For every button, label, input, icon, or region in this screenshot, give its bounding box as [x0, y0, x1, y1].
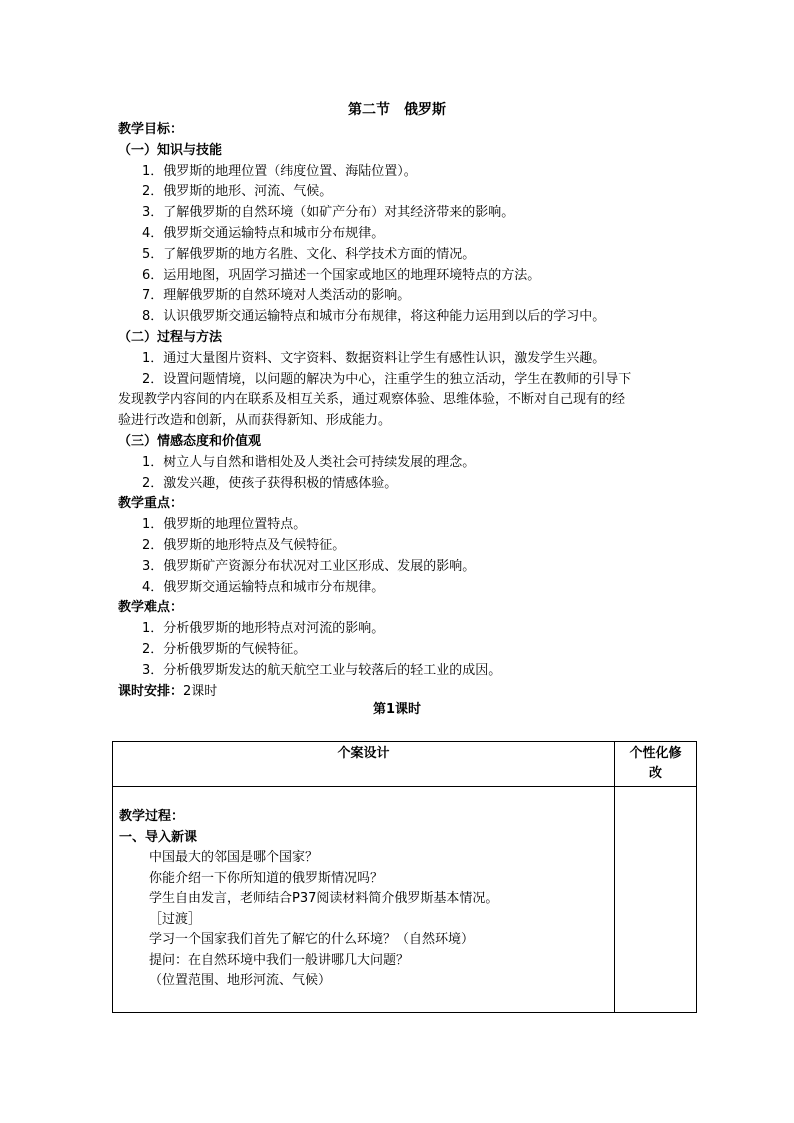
- difficulty-item: 3．分析俄罗斯发达的航天航空工业与较落后的轻工业的成因。: [142, 662, 502, 678]
- difficulty-item: 1．分析俄罗斯的地形特点对河流的影响。: [142, 621, 385, 637]
- header-side-line: 改: [648, 766, 662, 781]
- content-line: 学生自由发言，老师结合P37阅读材料简介俄罗斯基本情况。: [149, 891, 499, 906]
- header-side-line: 个性化修: [629, 746, 682, 761]
- lesson-plan-body: [118, 120, 678, 702]
- lesson-title: 第1课时: [372, 702, 422, 717]
- content-line: ［过渡］: [149, 911, 202, 927]
- content-line: 提问：在自然环境中我们一般讲哪几大问题？: [149, 952, 410, 968]
- knowledge-item: 1．俄罗斯的地理位置（纬度位置、海陆位置）。: [142, 163, 417, 179]
- schedule-value: 2课时: [183, 683, 218, 699]
- process-item: 1．通过大量图片资料、文字资料、数据资料让学生有感性认识，激发学生兴趣。: [142, 350, 606, 366]
- header-case-design: 个案设计: [113, 742, 615, 787]
- page-title: 第二节 俄罗斯: [348, 102, 446, 118]
- content-line: 你能介绍一下你所知道的俄罗斯情况吗？: [149, 870, 384, 886]
- knowledge-item: 4．俄罗斯交通运输特点和城市分布规律。: [142, 225, 385, 241]
- schedule-label: 课时安排：: [118, 683, 184, 699]
- difficulties-heading: 教学难点：: [118, 600, 184, 616]
- table-body-row: [113, 787, 697, 1013]
- key-point-item: 2．俄罗斯的地形特点及气候特征。: [142, 537, 346, 553]
- case-design-cell: [113, 787, 615, 1013]
- knowledge-item: 8．认识俄罗斯交通运输特点和城市分布规律，将这种能力运用到以后的学习中。: [142, 309, 606, 325]
- personalized-edit-cell: [615, 787, 697, 1013]
- process-item-continued: 验进行改造和创新，从而获得新知、形成能力。: [118, 413, 392, 429]
- content-line: （位置范围、地形河流、气候）: [149, 973, 332, 988]
- knowledge-item: 3．了解俄罗斯的自然环境（如矿产分布）对其经济带来的影响。: [142, 205, 515, 221]
- lesson-design-table: [112, 741, 697, 1013]
- difficulty-item: 2．分析俄罗斯的气候特征。: [142, 641, 307, 657]
- attitude-heading: （三）情感态度和价值观: [118, 433, 262, 449]
- content-line: 学习一个国家我们首先了解它的什么环境？（自然环境）: [149, 932, 475, 947]
- header-personalized-edit: [615, 742, 697, 787]
- objectives-heading: 教学目标：: [118, 122, 184, 137]
- knowledge-item: 7．理解俄罗斯的自然环境对人类活动的影响。: [142, 288, 411, 304]
- knowledge-item: 5．了解俄罗斯的地方名胜、文化、科学技术方面的情况。: [142, 246, 476, 262]
- process-heading: （二）过程与方法: [118, 329, 223, 345]
- key-point-item: 1．俄罗斯的地理位置特点。: [142, 517, 307, 533]
- key-point-item: 4．俄罗斯交通运输特点和城市分布规律。: [142, 579, 385, 595]
- knowledge-heading: （一）知识与技能: [118, 142, 223, 158]
- table-header-row: [113, 742, 697, 787]
- knowledge-item: 6．运用地图，巩固学习描述一个国家或地区的地理环境特点的方法。: [142, 267, 541, 283]
- process-item-continued: 发现教学内容间的内在联系及相互关系，通过观察体验、思维体验，不断对自己现有的经: [118, 392, 626, 408]
- attitude-item: 1．树立人与自然和谐相处及人类社会可持续发展的理念。: [142, 454, 476, 470]
- process-item: 2．设置问题情境，以问题的解决为中心，注重学生的独立活动，学生在教师的引导下: [142, 371, 632, 387]
- section-title: 一、导入新课: [119, 829, 198, 845]
- attitude-item: 2．激发兴趣，使孩子获得积极的情感体验。: [142, 475, 398, 491]
- key-points-heading: 教学重点：: [118, 496, 184, 512]
- process-title: 教学过程：: [119, 809, 185, 824]
- content-line: 中国最大的邻国是哪个国家？: [149, 850, 319, 865]
- knowledge-item: 2．俄罗斯的地形、河流、气候。: [142, 184, 333, 200]
- key-point-item: 3．俄罗斯矿产资源分布状况对工业区形成、发展的影响。: [142, 558, 476, 574]
